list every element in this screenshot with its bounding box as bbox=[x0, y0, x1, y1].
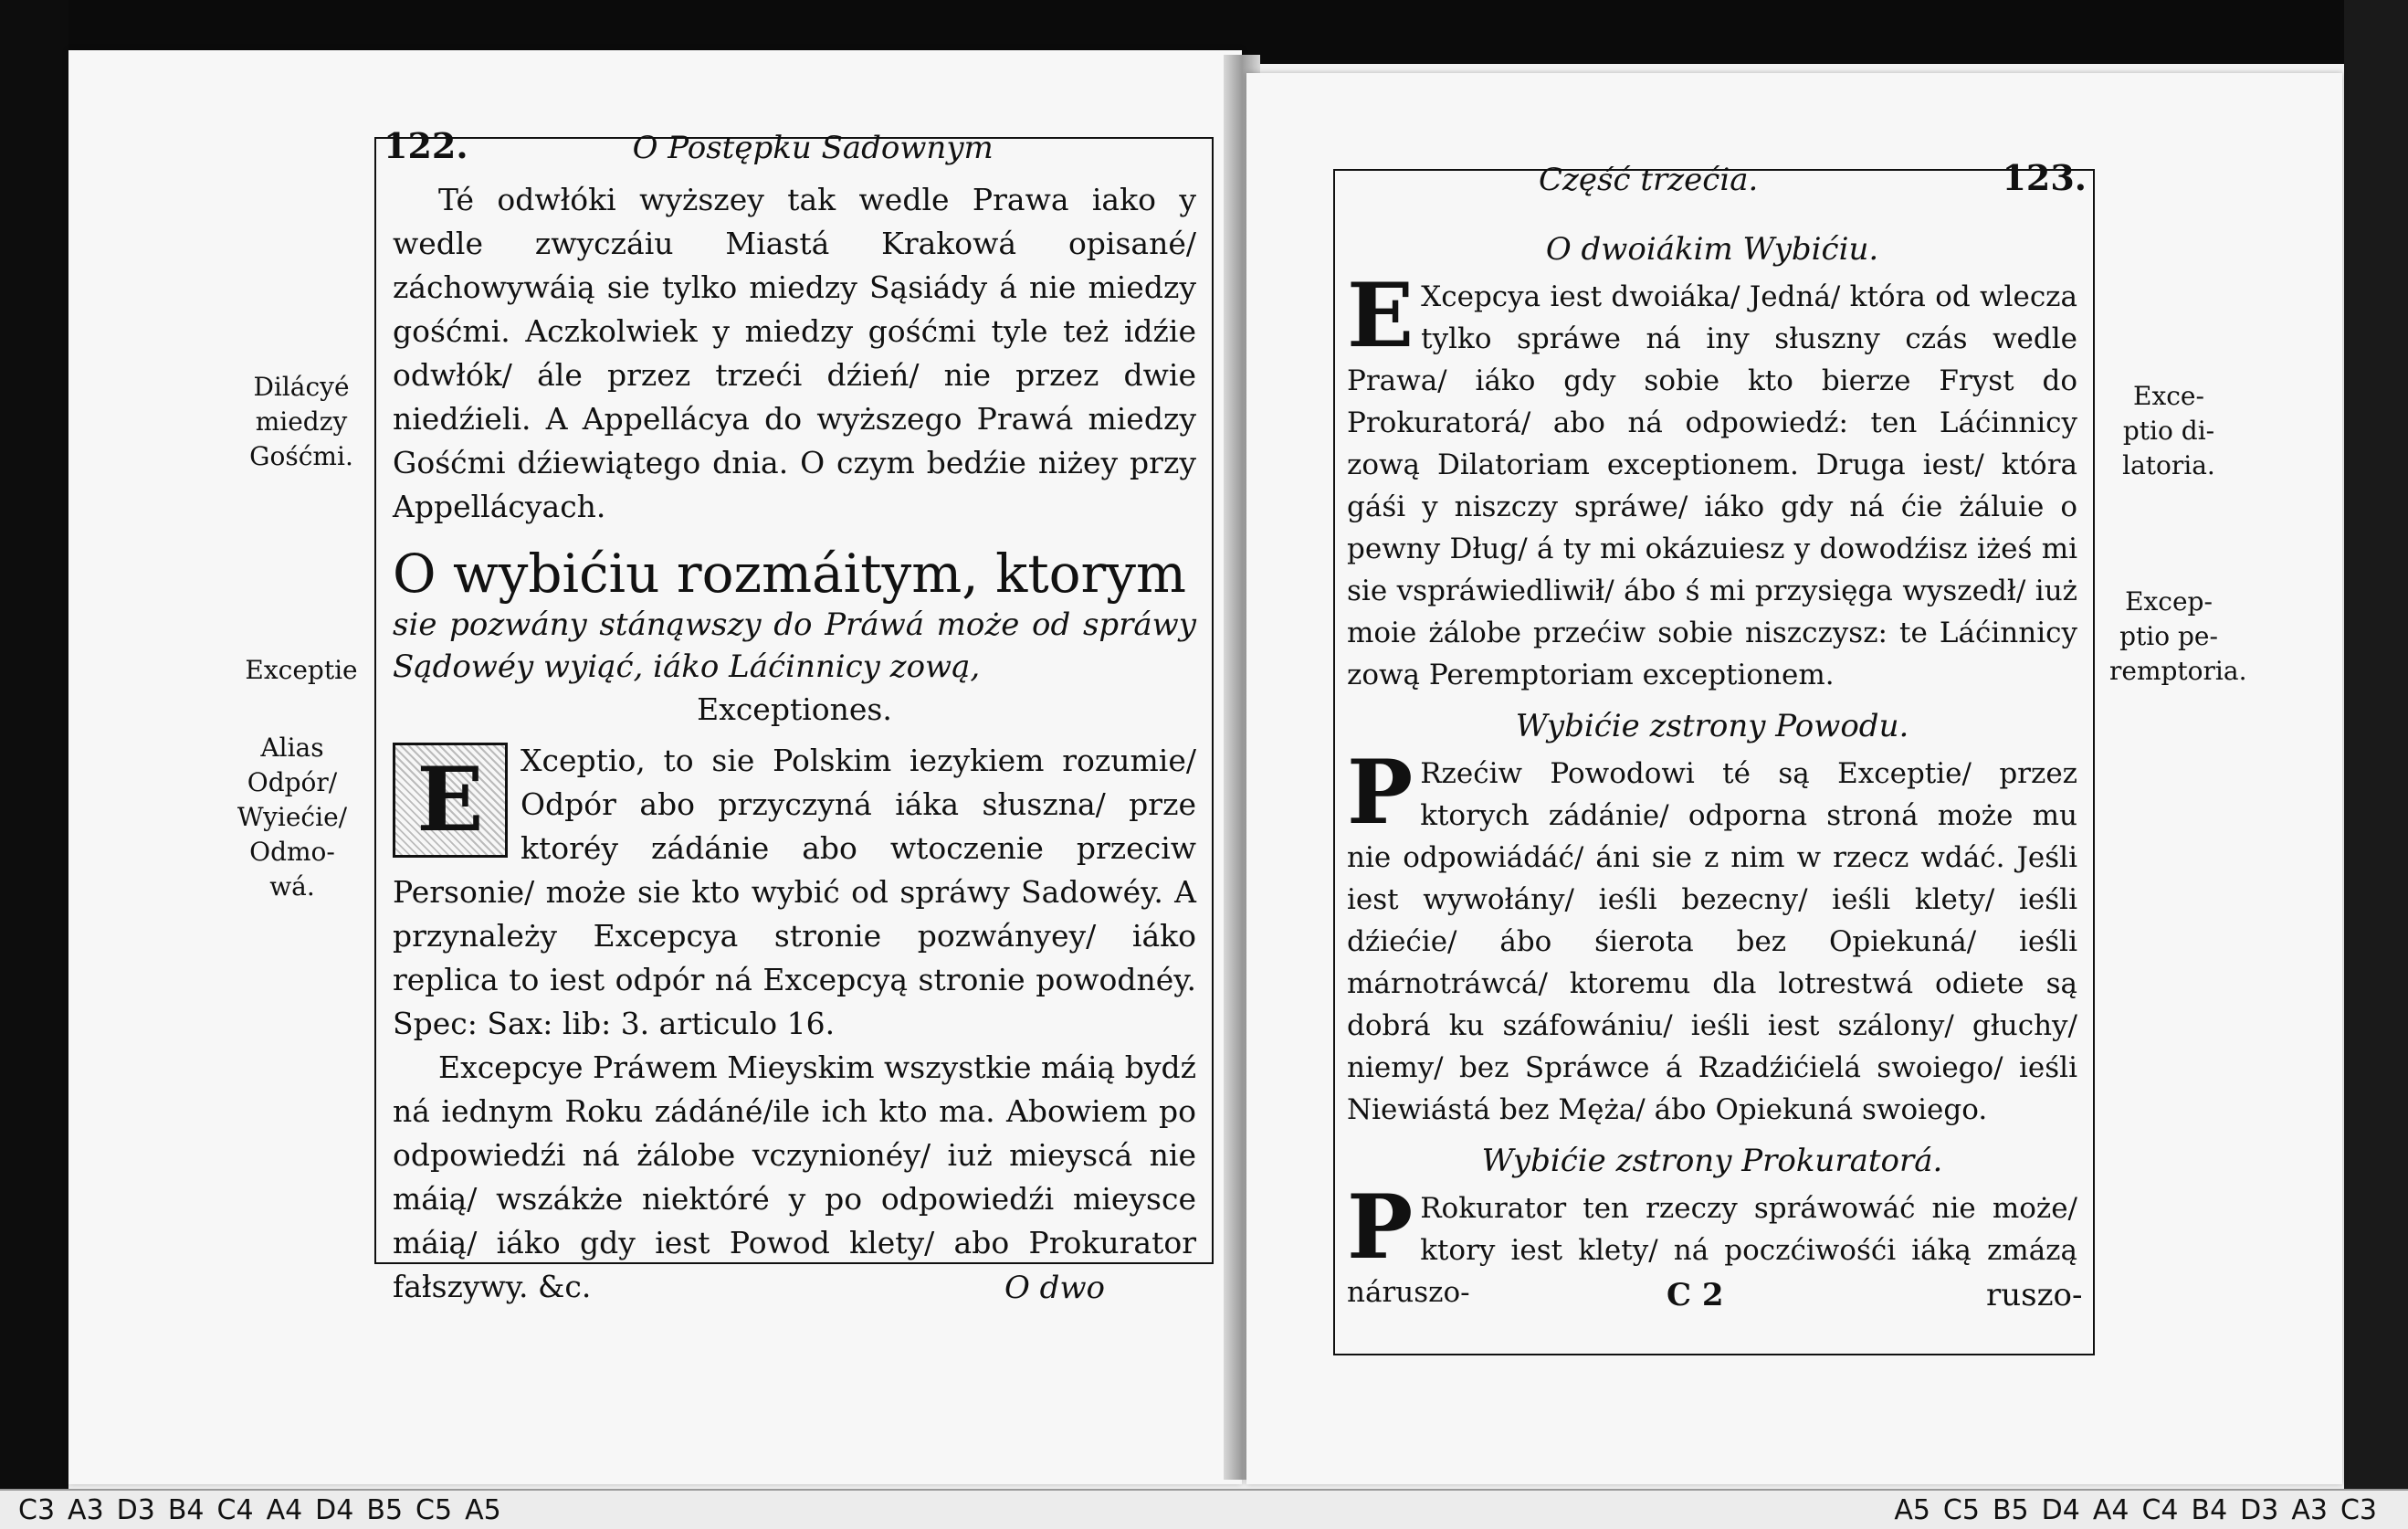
margin-line: Exceptie bbox=[245, 655, 358, 685]
left-paragraph-1: Té odwłóki wyższey tak wedle Prawa iako y wedle zwyczáiu Miastá Krakowá opisané/ záchowywáią sie tylko miedzy Sąsiády á nie miedzy gośćmi. Aczkolwiek y miedzy gośćmi tyle też idźie odwłók/ ále przez trzeći dźień/ nie przez dwie niedźieli. A Appellácya do wyższego Prawá miedzy Gośćmi dźiewiątego dnia. O czym bedźie niżey przy Appellácyach. bbox=[393, 182, 1196, 524]
margin-line: ptio di- bbox=[2122, 416, 2215, 446]
strip-label: C3 bbox=[2340, 1493, 2377, 1526]
left-heading-large: O wybićiu rozmáitym, ktorym bbox=[393, 543, 1187, 605]
right-paragraph-1: Xcepcya iest dwoiáka/ Jedná/ która od wlecza tylko spráwe ná iny słuszny czás wedle Prawa/ iáko gdy sobie kto bierze Fryst do Prokuratorá/ abo ná odpowiedź: ten Láćinnicy zową Dilatoriam exceptionem. Druga iest/ która gáśi y niszczy spráwe/ iáko gdy ná ćie żáluie o pewny Dług/ á ty mi okázuiesz y dowodźisz iżeś mi sie vspráwiedliwił/ ábo ś mi przysięga wyszedł/ iuż moie żálobe przećiw sobie niszczysz: te Láćinnicy zową Peremptoriam exceptionem. bbox=[1347, 280, 2077, 691]
left-catchword: O dwo bbox=[1004, 1270, 1106, 1306]
left-paragraph-2: Xceptio, to sie Polskim iezykiem rozumie/ Odpór abo przyczyná iáka słuszna/ prze ktoréy zádánie abo wtoczenie przeciw Personie/ może sie kto wybić od spráwy Sadowéy. A przynależy Excepcya stronie pozwányey/ iáko replica to iest odpór ná Excepcyą stronie powodnéy. Spec: Sax: lib: 3. articulo 16. bbox=[393, 743, 1196, 1041]
margin-line: wá. bbox=[269, 871, 315, 902]
strip-label: D4 bbox=[2041, 1493, 2080, 1526]
left-dark-background bbox=[0, 0, 68, 1529]
left-margin-note-2 bbox=[233, 653, 370, 688]
right-margin-note-1 bbox=[2109, 379, 2228, 483]
right-catchword: ruszo- bbox=[1986, 1277, 2083, 1313]
strip-label: D3 bbox=[2240, 1493, 2279, 1526]
right-paragraph-2: Rzećiw Powodowi té są Exceptie/ przez ktorych zádánie/ odporna stroná może mu nie odpowiádáć/ áni sie z nim w rzecz wdáć. Jeśli iest wywołány/ ieśli bezecny/ ieśli klety/ ieśli dźiećie/ ábo śierota bez Opiekuná/ ieśli márnotráwcá/ ktoremu dla lotrestwá odiete są dobrá ku száfowániu/ ieśli iest szálony/ głuchy/ niemy/ bez Spráwce á Rzadźićielá swoiego/ ieśli Niewiástá bez Męża/ ábo Opiekuná swoiego. bbox=[1347, 757, 2077, 1126]
left-heading-last: Exceptiones. bbox=[697, 691, 892, 727]
strip-label: A4 bbox=[266, 1493, 303, 1526]
margin-line: Exce- bbox=[2133, 381, 2204, 411]
margin-line: remptoria. bbox=[2109, 656, 2247, 686]
left-header bbox=[384, 125, 1205, 166]
right-header bbox=[1347, 157, 2087, 198]
left-page-number: 122. bbox=[384, 125, 468, 166]
left-body bbox=[393, 178, 1196, 1309]
right-section-3: Wybićie zstrony Prokuratorá. bbox=[1481, 1143, 1943, 1179]
right-dropcap-1: E bbox=[1347, 264, 1414, 367]
margin-line: Odmo- bbox=[249, 837, 335, 867]
margin-line: Odpór/ bbox=[247, 767, 338, 797]
left-margin-note-1 bbox=[242, 370, 361, 474]
strip-label: A3 bbox=[68, 1493, 104, 1526]
right-page-number: 123. bbox=[2002, 157, 2087, 198]
right-dropcap-2: P bbox=[1347, 741, 1414, 844]
strip-label: D4 bbox=[315, 1493, 354, 1526]
strip-label: B5 bbox=[366, 1493, 404, 1526]
left-running-title: O Postępku Sadownym bbox=[632, 130, 994, 166]
strip-label: B5 bbox=[1992, 1493, 2029, 1526]
margin-line: Gośćmi. bbox=[249, 441, 353, 471]
margin-line: Dilácyé bbox=[253, 372, 350, 402]
strip-label: C3 bbox=[18, 1493, 56, 1526]
right-paragraph-3: Rokurator ten rzeczy spráwowáć nie może/ ktory iest klety/ ná poczćiwośći iáką zmázą náruszo- bbox=[1347, 1192, 2077, 1309]
right-dropcap-3: P bbox=[1347, 1176, 1414, 1279]
right-dark-background bbox=[2344, 0, 2408, 1529]
strip-label: A5 bbox=[465, 1493, 501, 1526]
margin-line: ptio pe- bbox=[2119, 621, 2218, 651]
right-signature: C 2 bbox=[1667, 1277, 1724, 1313]
bottom-labels-left bbox=[18, 1494, 514, 1526]
strip-label: A4 bbox=[2092, 1493, 2129, 1526]
right-page bbox=[1246, 73, 2342, 1484]
strip-label: C4 bbox=[2141, 1493, 2179, 1526]
strip-label: A3 bbox=[2291, 1493, 2328, 1526]
right-margin-note-2 bbox=[2109, 585, 2247, 689]
bottom-label-strip bbox=[0, 1489, 2408, 1529]
left-page bbox=[68, 50, 1242, 1484]
bottom-labels-right bbox=[1894, 1494, 2390, 1526]
left-margin-note-3 bbox=[233, 731, 352, 904]
right-running-title: Część trzećia. bbox=[1539, 162, 1759, 198]
strip-label: B4 bbox=[167, 1493, 205, 1526]
strip-label: A5 bbox=[1894, 1493, 1930, 1526]
margin-line: latoria. bbox=[2122, 450, 2215, 480]
right-section-1: O dwoiákim Wybićiu. bbox=[1545, 231, 1879, 268]
margin-line: Alias bbox=[260, 733, 324, 763]
left-paragraph-3: Excepcye Práwem Mieyskim wszystkie máią bydź ná iednym Roku zádáné/ile ich kto ma. Abowiem po odpowiedźi ná żálobe vczynionéy/ iuż mieyscá nie máią/ wszákże niektóré y po odpowiedźi mieysce máią/ iáko gdy iest Powod klety/ abo Prokurator fałszywy. &c. bbox=[393, 1049, 1196, 1304]
left-heading-sub: sie pozwány stánąwszy do Práwá może od spráwy Sądowéy wyiąć, iáko Láćinnicy zową, bbox=[393, 606, 1196, 685]
strip-label: D3 bbox=[116, 1493, 155, 1526]
ornamental-initial bbox=[393, 743, 508, 858]
strip-label: C4 bbox=[216, 1493, 254, 1526]
strip-label: C5 bbox=[415, 1493, 453, 1526]
strip-label: B4 bbox=[2191, 1493, 2228, 1526]
margin-line: Wyiećie/ bbox=[237, 802, 348, 832]
margin-line: Excep- bbox=[2125, 586, 2213, 617]
right-section-2: Wybićie zstrony Powodu. bbox=[1515, 708, 1909, 744]
right-body bbox=[1347, 219, 2077, 1313]
strip-label: C5 bbox=[1942, 1493, 1980, 1526]
margin-line: miedzy bbox=[255, 406, 348, 437]
ornamental-initial-letter: E bbox=[416, 748, 484, 851]
